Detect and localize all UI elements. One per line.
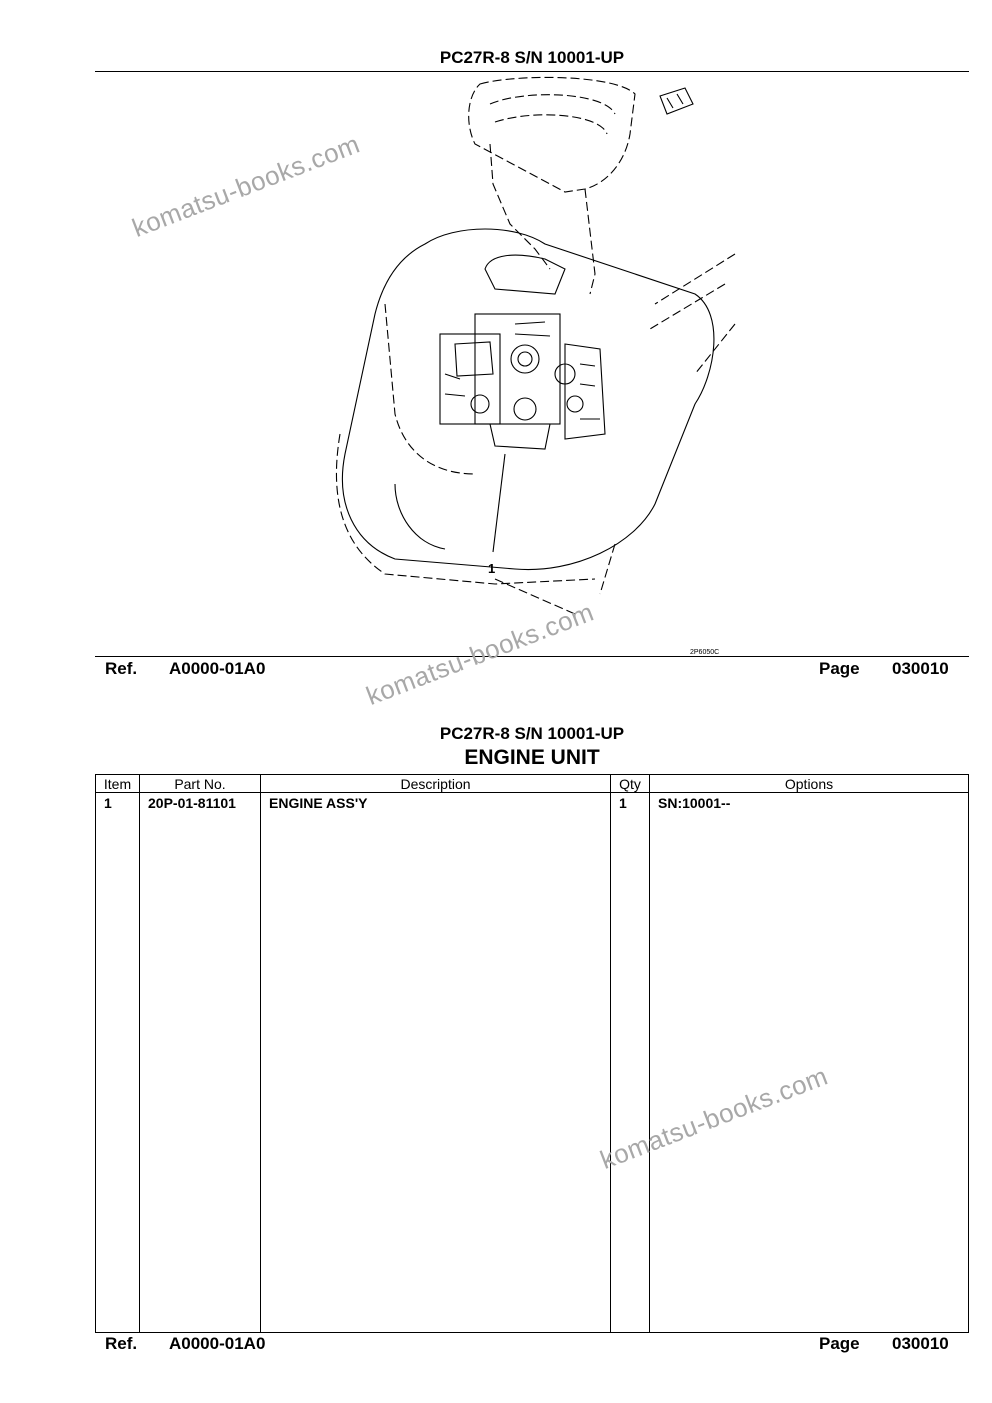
page-label: Page [819,1334,860,1353]
watermark: komatsu-books.com [362,596,598,712]
page-title-top: PC27R-8 S/N 10001-UP [439,48,625,67]
watermark: komatsu-books.com [128,128,364,244]
callout-number: 1 [488,561,496,576]
footer-bottom [105,1334,960,1356]
table-row [96,793,969,1333]
parts-table [95,774,969,1333]
col-header-part-no: Part No. [140,775,261,793]
ref-value: A0000-01A0 [169,659,266,678]
cell-qty: 1 [611,793,650,1333]
cell-part-no: 20P-01-81101 [140,793,261,1333]
page-value: 030010 [892,659,949,678]
ref-label: Ref. [105,1334,138,1353]
page-label: Page [819,659,860,678]
footer-rule-top [95,656,969,657]
table-header-row [96,775,969,793]
watermark: komatsu-books.com [596,1060,832,1176]
machine-outline [336,77,735,614]
cell-description: ENGINE ASS'Y [261,793,611,1333]
ref-value: A0000-01A0 [169,1334,266,1353]
drawing-code: 2P6050C [690,649,720,656]
cell-options: SN:10001-- [650,793,969,1333]
col-header-options: Options [650,775,969,793]
cell-item: 1 [96,793,140,1333]
engine-exploded-drawing [95,74,969,656]
ref-label: Ref. [105,659,138,678]
page-title-bottom: PC27R-8 S/N 10001-UP [439,724,625,743]
footer-top [105,659,960,681]
col-header-description: Description [261,775,611,793]
page-value: 030010 [892,1334,949,1353]
section-title: ENGINE UNIT [464,746,600,769]
col-header-item: Item [96,775,140,793]
header-rule-top [95,71,969,72]
col-header-qty: Qty [611,775,650,793]
